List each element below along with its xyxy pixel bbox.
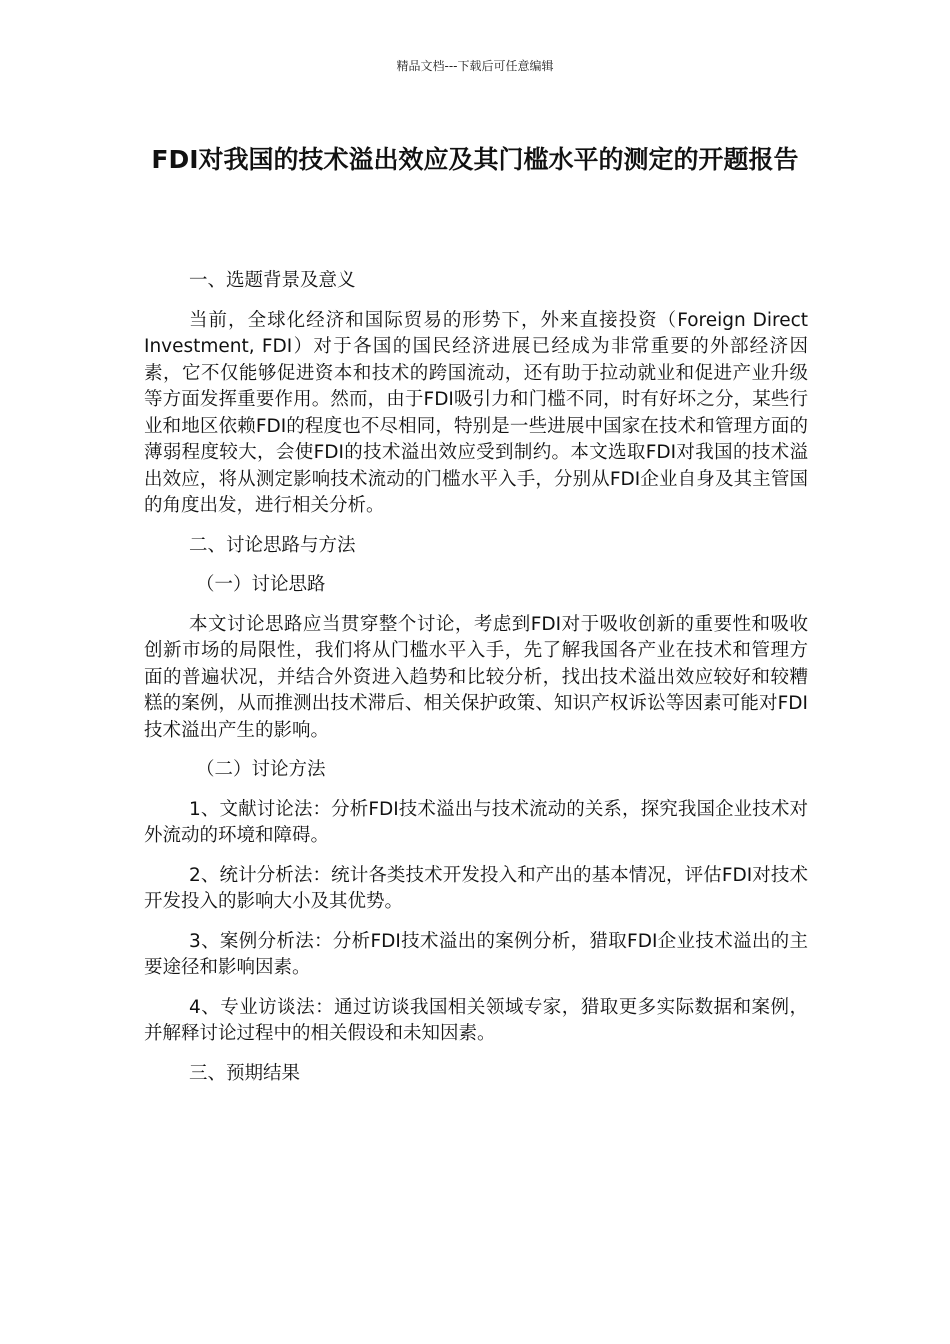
section-heading-approach: 二、讨论思路与方法 xyxy=(189,534,356,556)
subheading-methods: （二）讨论方法 xyxy=(196,759,326,780)
document-title: FDI对我国的技术溢出效应及其门槛水平的测定的开题报告 xyxy=(151,145,799,174)
section-heading-background: 一、选题背景及意义 xyxy=(189,270,356,291)
section-heading-expected-results: 三、预期结果 xyxy=(189,1062,301,1084)
paragraph-approach-ideas: 本文讨论思路应当贯穿整个讨论，考虑到FDI对于吸收创新的重要性和吸收创新市场的局限性，我们将从门槛水平入手，先了解我国各产业在技术和管理方面的普遍状况，并结合外资进入趋势和比较分析，找出技术溢出效应较好和较糟糕的案例，从而推测出技术滞后、相关保护政策、知识产权诉讼等因素可能对FDI技术溢出产生的影响。 xyxy=(144,613,808,741)
paragraph-background: 当前，全球化经济和国际贸易的形势下，外来直接投资（Foreign Direct Investment, FDI）对于各国的国民经济进展已经成为非常重要的外部经济因素，它不仅能够促进资本和技术的跨国流动，还有助于拉动就业和促进产业升级等方面发挥重要作用。然而，由于FDI吸引力和门槛不同，时有好坏之分，某些行业和地区依赖FDI的程度也不尽相同，特别是一些进展中国家在技术和管理方面的薄弱程度较大，会使FDI的技术溢出效应受到制约。本文选取FDI对我国的技术溢出效应，将从测定影响技术流动的门槛水平入手，分别从FDI企业自身及其主管国的角度出发，进行相关分析。 xyxy=(144,309,808,516)
method-item-literature: 1、文献讨论法：分析FDI技术溢出与技术流动的关系，探究我国企业技术对外流动的环境和障碍。 xyxy=(144,798,808,846)
method-item-case-study: 3、案例分析法：分析FDI技术溢出的案例分析，猎取FDI企业技术溢出的主要途径和影响因素。 xyxy=(144,930,808,978)
page-header-note: 精品文档---下载后可任意编辑 xyxy=(396,59,554,73)
subheading-approach-ideas: （一）讨论思路 xyxy=(196,574,326,595)
document-body xyxy=(144,268,808,1100)
method-item-interview: 4、专业访谈法：通过访谈我国相关领域专家，猎取更多实际数据和案例，并解释讨论过程中的相关假设和未知因素。 xyxy=(144,996,808,1044)
method-item-statistics: 2、统计分析法：统计各类技术开发投入和产出的基本情况，评估FDI对技术开发投入的影响大小及其优势。 xyxy=(144,864,808,912)
